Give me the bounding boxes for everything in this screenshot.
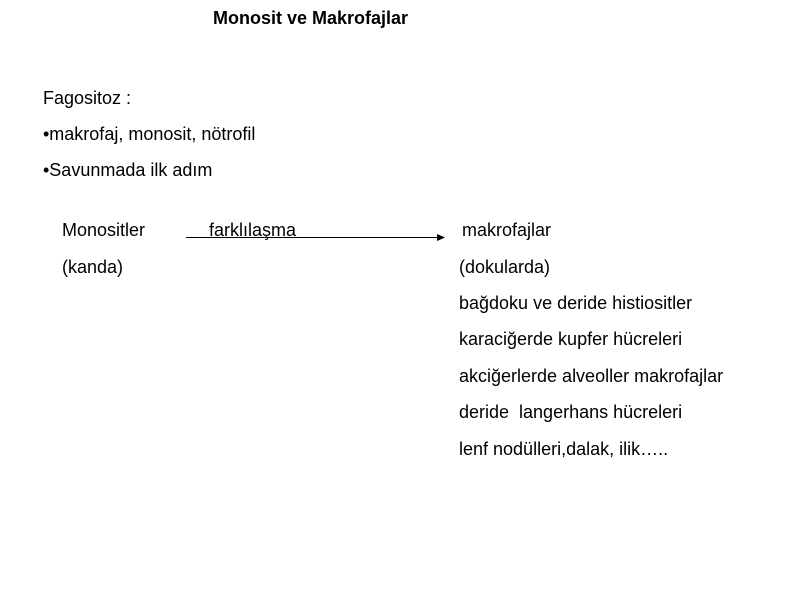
- target-location-item: deride langerhans hücreleri: [459, 402, 683, 422]
- target-location-item: bağdoku ve deride histiositler: [459, 293, 693, 313]
- source-location: (kanda): [62, 257, 124, 277]
- target-location-item: (dokularda): [459, 257, 551, 277]
- source-label: Monositler: [62, 220, 146, 240]
- bullet-item: •Savunmada ilk adım: [43, 160, 213, 180]
- slide-title: Monosit ve Makrofajlar: [213, 8, 409, 28]
- process-label: farklılaşma: [209, 220, 297, 240]
- arrow-right-icon: [185, 230, 447, 244]
- target-location-item: karaciğerde kupfer hücreleri: [459, 329, 683, 349]
- target-location-item: lenf nodülleri,dalak, ilik…..: [459, 439, 669, 459]
- target-label: makrofajlar: [462, 220, 552, 240]
- bullet-item: •makrofaj, monosit, nötrofil: [43, 124, 256, 144]
- phagocytosis-heading: Fagositoz :: [43, 88, 132, 108]
- target-location-item: akciğerlerde alveoller makrofajlar: [459, 366, 724, 386]
